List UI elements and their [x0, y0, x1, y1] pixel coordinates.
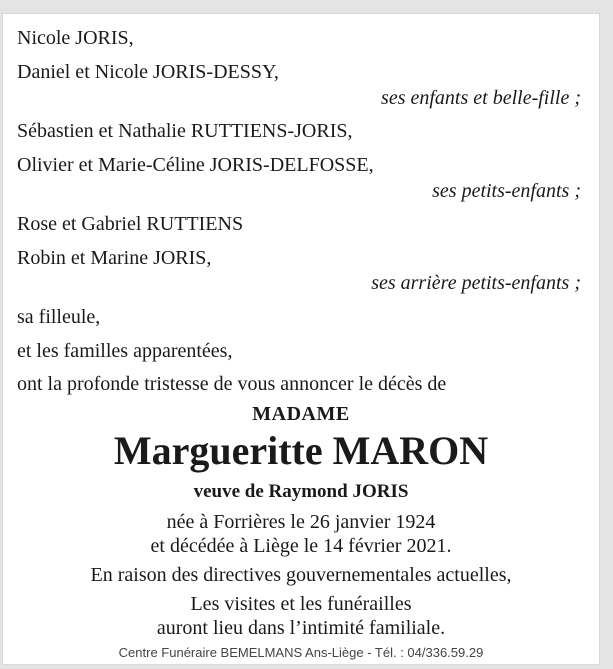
announcement-line: ont la profonde tristesse de vous annoncer le décès de: [17, 373, 447, 395]
family-line-7: sa filleule,: [17, 306, 101, 328]
widow-of: veuve de Raymond JORIS: [193, 481, 409, 502]
deceased-name: Margueritte MARON: [113, 428, 489, 473]
family-line-2: Daniel et Nicole JORIS-DESSY,: [17, 61, 279, 83]
relation-children: ses enfants et belle-fille ;: [381, 87, 581, 109]
family-line-8: et les familles apparentées,: [17, 340, 233, 362]
family-line-1: Nicole JORIS,: [17, 27, 134, 49]
birth-line: née à Forrières le 26 janvier 1924: [166, 511, 436, 533]
death-line: et décédée à Liège le 14 février 2021.: [150, 535, 452, 557]
relation-grandchildren: ses petits-enfants ;: [432, 180, 581, 202]
funeral-home-footer: Centre Funéraire BEMELMANS Ans-Liège - Tél. : 04/336.59.29: [118, 645, 484, 660]
notice-line-2: Les visites et les funérailles: [190, 593, 412, 615]
relation-great-grandchildren: ses arrière petits-enfants ;: [371, 272, 581, 294]
title-madame: MADAME: [252, 403, 350, 425]
death-notice-card: [2, 13, 600, 665]
notice-line-3: auront lieu dans l’intimité familiale.: [156, 617, 446, 639]
family-line-6: Robin et Marine JORIS,: [17, 247, 212, 269]
family-line-5: Rose et Gabriel RUTTIENS: [17, 213, 244, 235]
family-line-3: Sébastien et Nathalie RUTTIENS-JORIS,: [17, 120, 353, 142]
family-line-4: Olivier et Marie-Céline JORIS-DELFOSSE,: [17, 154, 374, 176]
notice-line-1: En raison des directives gouvernementales actuelles,: [90, 564, 512, 586]
